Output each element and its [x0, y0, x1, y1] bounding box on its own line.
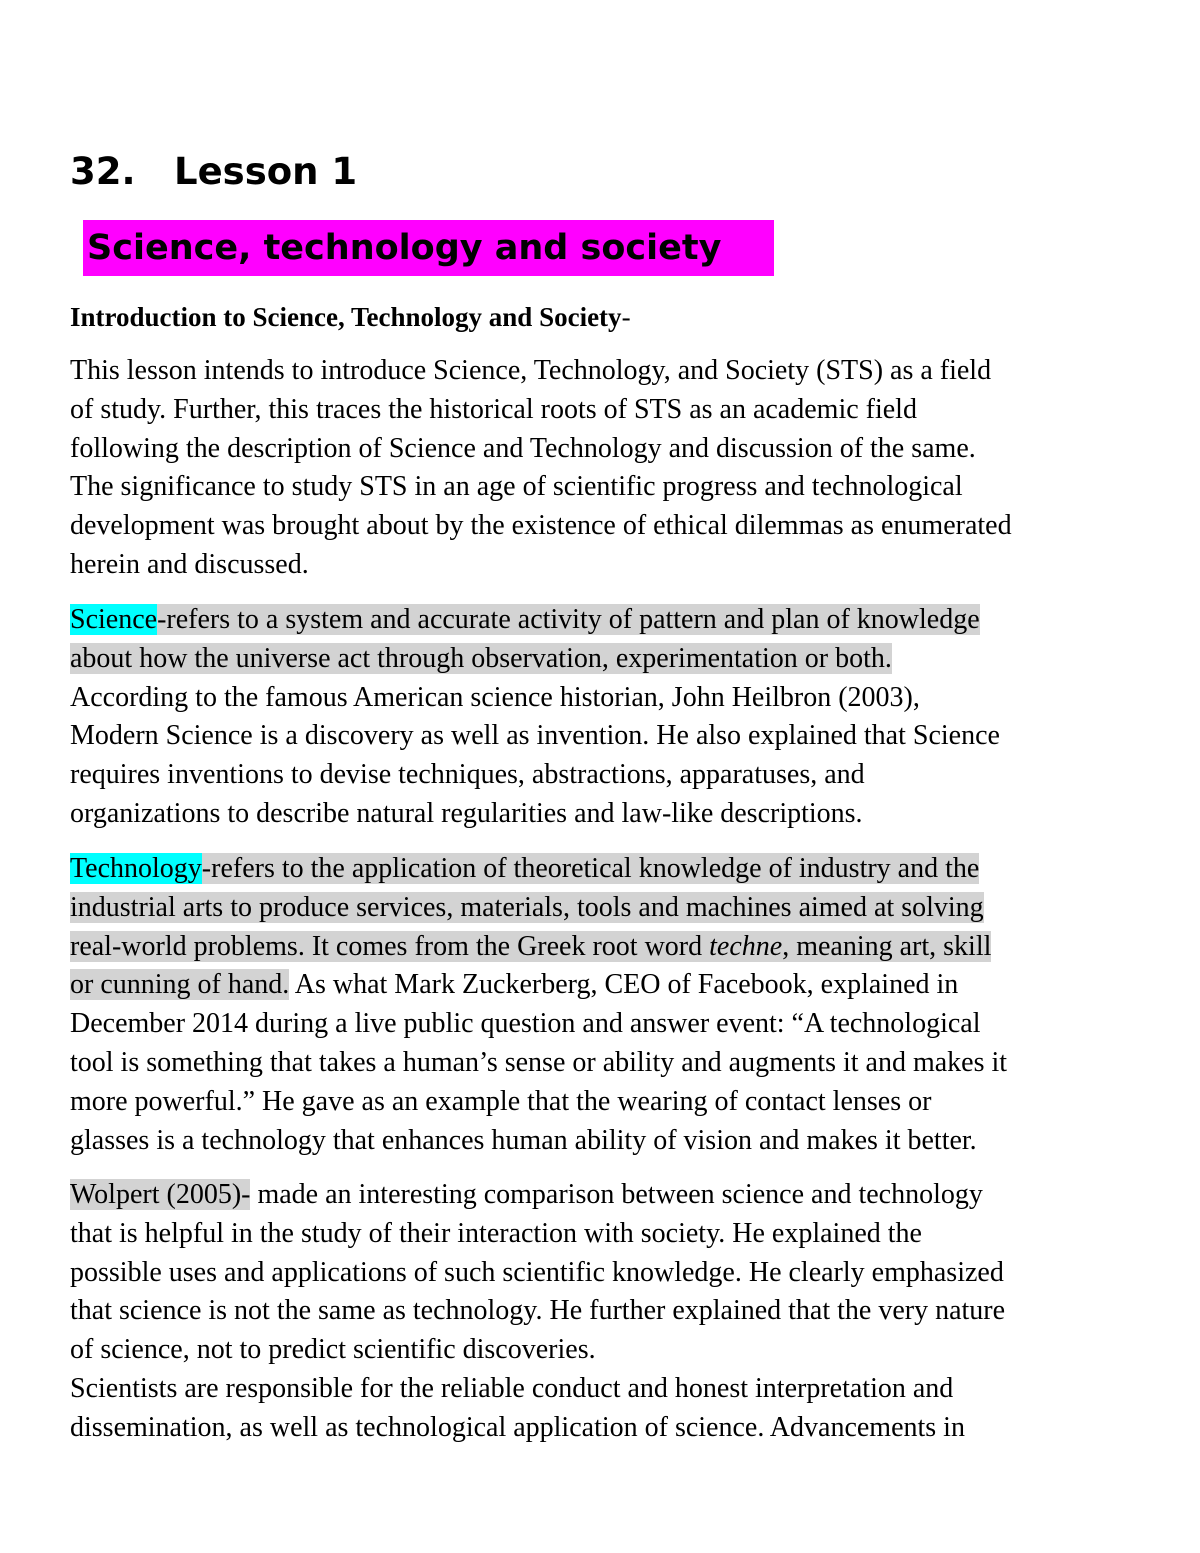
text-line	[70, 601, 1145, 640]
lesson-number: 32.	[70, 150, 136, 193]
technology-quote-intro: As what Mark Zuckerberg, CEO of Facebook, explained in	[289, 969, 959, 1001]
technology-definition-text: real-world problems. It comes from the Greek root word	[70, 930, 710, 962]
text-line	[70, 640, 1145, 679]
text-line: development was brought about by the existence of ethical dilemmas as enumerated	[70, 510, 1012, 542]
text-line: This lesson intends to introduce Science, Technology, and Society (STS) as a field	[70, 355, 992, 386]
text-line: of science, not to predict scientific discoveries.	[70, 1334, 596, 1366]
text-line	[70, 966, 1145, 1005]
intro-heading-suffix: -	[621, 302, 631, 332]
text-line	[70, 889, 1145, 928]
text-line: possible uses and applications of such scientific knowledge. He clearly emphasized	[70, 1256, 1004, 1288]
text-line: more powerful.” He gave as an example that the wearing of contact lenses or	[70, 1085, 932, 1117]
science-definition: about how the universe act through observation, experimentation or both.	[70, 642, 892, 674]
text-line: organizations to describe natural regularities and law-like descriptions.	[70, 797, 863, 829]
text-line	[70, 1176, 1145, 1215]
text-line: tool is something that takes a human’s sense or ability and augments it and makes it	[70, 1046, 1008, 1078]
text-line: The significance to study STS in an age of scientific progress and technological	[70, 471, 963, 503]
paragraph-wolpert	[70, 1176, 1145, 1448]
technology-definition: or cunning of hand.	[70, 969, 290, 1001]
technology-definition-text: , meaning art, skill	[782, 930, 992, 962]
techne-word: techne	[709, 930, 783, 962]
text-line: December 2014 during a live public question and answer event: “A technological	[70, 1008, 981, 1040]
intro-heading-text: Introduction to Science, Technology and Society	[70, 302, 622, 332]
text-line: requires inventions to devise techniques, abstractions, apparatuses, and	[70, 759, 865, 791]
technology-definition	[70, 931, 991, 962]
text-line: following the description of Science and Technology and discussion of the same.	[70, 432, 976, 464]
text-line: herein and discussed.	[70, 548, 309, 580]
science-term: Science	[70, 604, 158, 635]
text-line: dissemination, as well as technological application of science. Advancements in	[70, 1411, 965, 1443]
paragraph-technology	[70, 850, 1145, 1160]
intro-heading	[70, 298, 631, 336]
text-line	[70, 850, 1145, 889]
technology-definition: industrial arts to produce services, materials, tools and machines aimed at solving	[70, 891, 984, 923]
subtitle-highlighted: Science, technology and society	[83, 220, 774, 276]
text-line: of study. Further, this traces the historical roots of STS as an academic field	[70, 393, 917, 425]
technology-definition: -refers to the application of theoretical knowledge of industry and the	[201, 853, 980, 884]
paragraph-intro	[70, 352, 1145, 585]
text-line: glasses is a technology that enhances human ability of vision and makes it better.	[70, 1124, 977, 1156]
lesson-heading	[70, 150, 357, 193]
wolpert-term: Wolpert (2005)-	[70, 1179, 251, 1210]
science-definition: -refers to a system and accurate activity of pattern and plan of knowledge	[157, 604, 980, 635]
text-line: that is helpful in the study of their interaction with society. He explained the	[70, 1217, 922, 1249]
text-line: According to the famous American science historian, John Heilbron (2003),	[70, 681, 920, 713]
wolpert-text: made an interesting comparison between science and technology	[250, 1179, 983, 1210]
text-line: that science is not the same as technology. He further explained that the very nature	[70, 1295, 1006, 1327]
text-line: Scientists are responsible for the reliable conduct and honest interpretation and	[70, 1372, 954, 1404]
lesson-title: Lesson 1	[174, 150, 358, 193]
text-line	[70, 928, 1145, 967]
paragraph-science	[70, 601, 1145, 834]
text-line: Modern Science is a discovery as well as invention. He also explained that Science	[70, 720, 1000, 752]
technology-term: Technology	[70, 853, 202, 884]
